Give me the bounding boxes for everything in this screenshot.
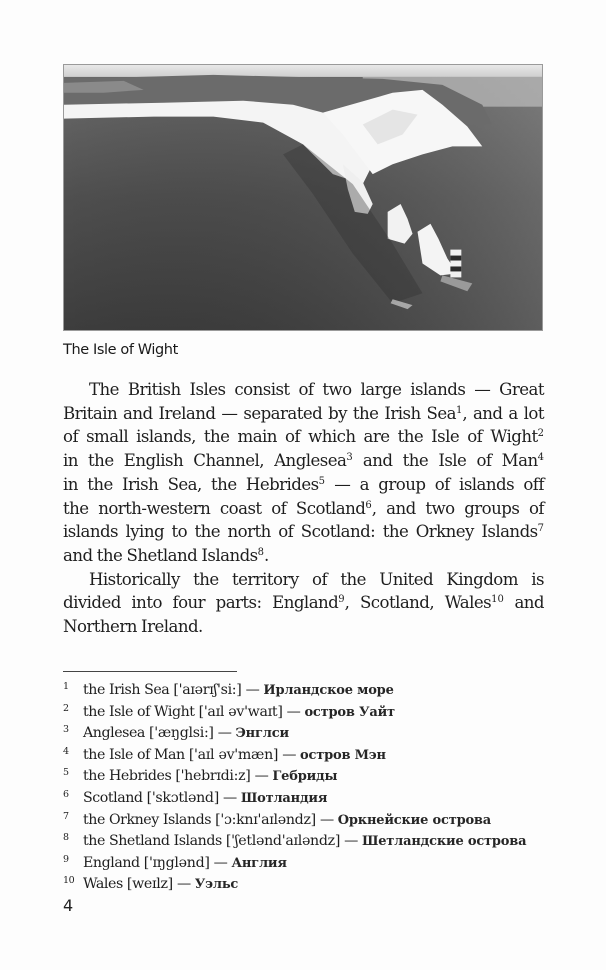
footnote-number: 2 (63, 702, 69, 714)
body-line: divided into four parts: England$^9$, Scotland, Wales$^{10}$ and (63, 593, 544, 613)
body-line: The British Isles consist of two large islands — Great (89, 380, 544, 399)
footnote-item: 3 Anglesea ['æŋglsi:] — Энглси (63, 723, 563, 745)
footnote-item: 8 the Shetland Islands ['ʃetlənd'aɪləndz] — Шетландские острова (63, 831, 563, 853)
body-line: in the Irish Sea, the Hebrides$^5$ — a group of islands off (63, 474, 544, 494)
translation: Гебриды (272, 769, 338, 785)
translation: остров Мэн (300, 747, 386, 763)
footnote-ref[interactable]: 5 (318, 475, 325, 487)
footnote-item: 7 the Orkney Islands ['ɔ:knɪ'aɪləndz] — Оркнейские острова (63, 810, 563, 832)
translation: Шетландские острова (361, 834, 527, 850)
body-line: and the Shetland Islands$^8$. (63, 545, 269, 565)
footnote-separator (63, 671, 237, 672)
footnote-item: 10 Wales [weɪlz] — Уэльс (63, 874, 563, 896)
translation: остров Уайт (304, 704, 395, 720)
isle-of-wight-photo (63, 64, 543, 331)
footnote-ref[interactable]: 3 (346, 452, 353, 464)
body-line: islands lying to the north of Scotland: the Orkney Islands$^7$ (63, 522, 544, 542)
footnote-item: 6 Scotland ['skɔtlənd] — Шотландия (63, 788, 563, 810)
body-line: in the English Channel, Anglesea$^3$ and the Isle of Man$^4$ (63, 451, 544, 471)
transcription: ['skɔtlənd] (146, 789, 219, 806)
translation: Ирландское море (263, 683, 394, 698)
footnote-number: 7 (63, 810, 69, 822)
footnote-number: 5 (63, 767, 69, 779)
footnote-ref[interactable]: 8 (257, 546, 265, 558)
translation: Англия (231, 855, 287, 871)
footnote-number: 4 (63, 745, 69, 757)
footnote-ref[interactable]: 1 (455, 404, 463, 416)
photo-caption: The Isle of Wight (63, 342, 178, 358)
transcription: ['aɪl əv'mæn] (188, 746, 279, 763)
footnote-item: 9 England ['ɪŋglənd] — Англия (63, 853, 563, 875)
transcription: ['aɪl əv'waɪt] (198, 703, 283, 720)
body-line: Britain and Ireland — separated by the Irish Sea$^1$, and a lot (63, 403, 544, 423)
footnote-number: 3 (63, 724, 69, 736)
body-line: of small islands, the main of which are the Isle of Wight$^2$ (63, 427, 544, 447)
transcription: ['ʃetlənd'aɪləndz] (225, 833, 341, 850)
footnote-ref[interactable]: 10 (491, 594, 504, 606)
transcription: ['hebrɪdi:z] (175, 768, 251, 785)
footnote-number: 1 (63, 681, 69, 692)
footnote-ref[interactable]: 2 (537, 428, 544, 440)
body-line: Historically the territory of the United Kingdom is (89, 569, 544, 589)
footnote-item: 5 the Hebrides ['hebrɪdi:z] — Гебриды (63, 766, 563, 788)
translation: Шотландия (240, 790, 328, 806)
footnote-ref[interactable]: 4 (537, 452, 544, 464)
footnote-ref[interactable]: 7 (537, 523, 544, 535)
footnote-ref[interactable]: 9 (338, 594, 345, 606)
footnote-number: 6 (63, 788, 69, 800)
body-line: the north-western coast of Scotland$^6$, and two groups of (63, 498, 544, 518)
translation: Оркнейские острова (337, 812, 491, 828)
transcription: [weɪlz] (126, 876, 173, 893)
footnote-ref[interactable]: 6 (365, 499, 372, 511)
photo-illustration (64, 65, 542, 330)
footnote-item: 4 the Isle of Man ['aɪl əv'mæn] — остров Мэн (63, 745, 563, 767)
page-number: 4 (63, 896, 74, 915)
body-line: Northern Ireland. (63, 617, 203, 637)
body-text (63, 378, 544, 639)
transcription: ['aɪərɪʃ'si:] (173, 682, 242, 698)
footnotes-list (63, 680, 563, 896)
footnote-number: 9 (63, 853, 69, 865)
translation: Уэльс (194, 877, 239, 893)
transcription: ['ɔ:knɪ'aɪləndz] (215, 811, 316, 828)
transcription: ['æŋglsi:] (149, 725, 214, 742)
transcription: ['ɪŋglənd] (143, 854, 210, 871)
footnote-item: 2 the Isle of Wight ['aɪl əv'waɪt] — остров Уайт (63, 702, 563, 724)
footnote-number: 10 (63, 875, 75, 887)
footnote-item: 1 the Irish Sea ['aɪərɪʃ'si:] — Ирландское море (63, 680, 563, 702)
footnote-number: 8 (63, 832, 69, 844)
translation: Энглси (235, 726, 289, 742)
